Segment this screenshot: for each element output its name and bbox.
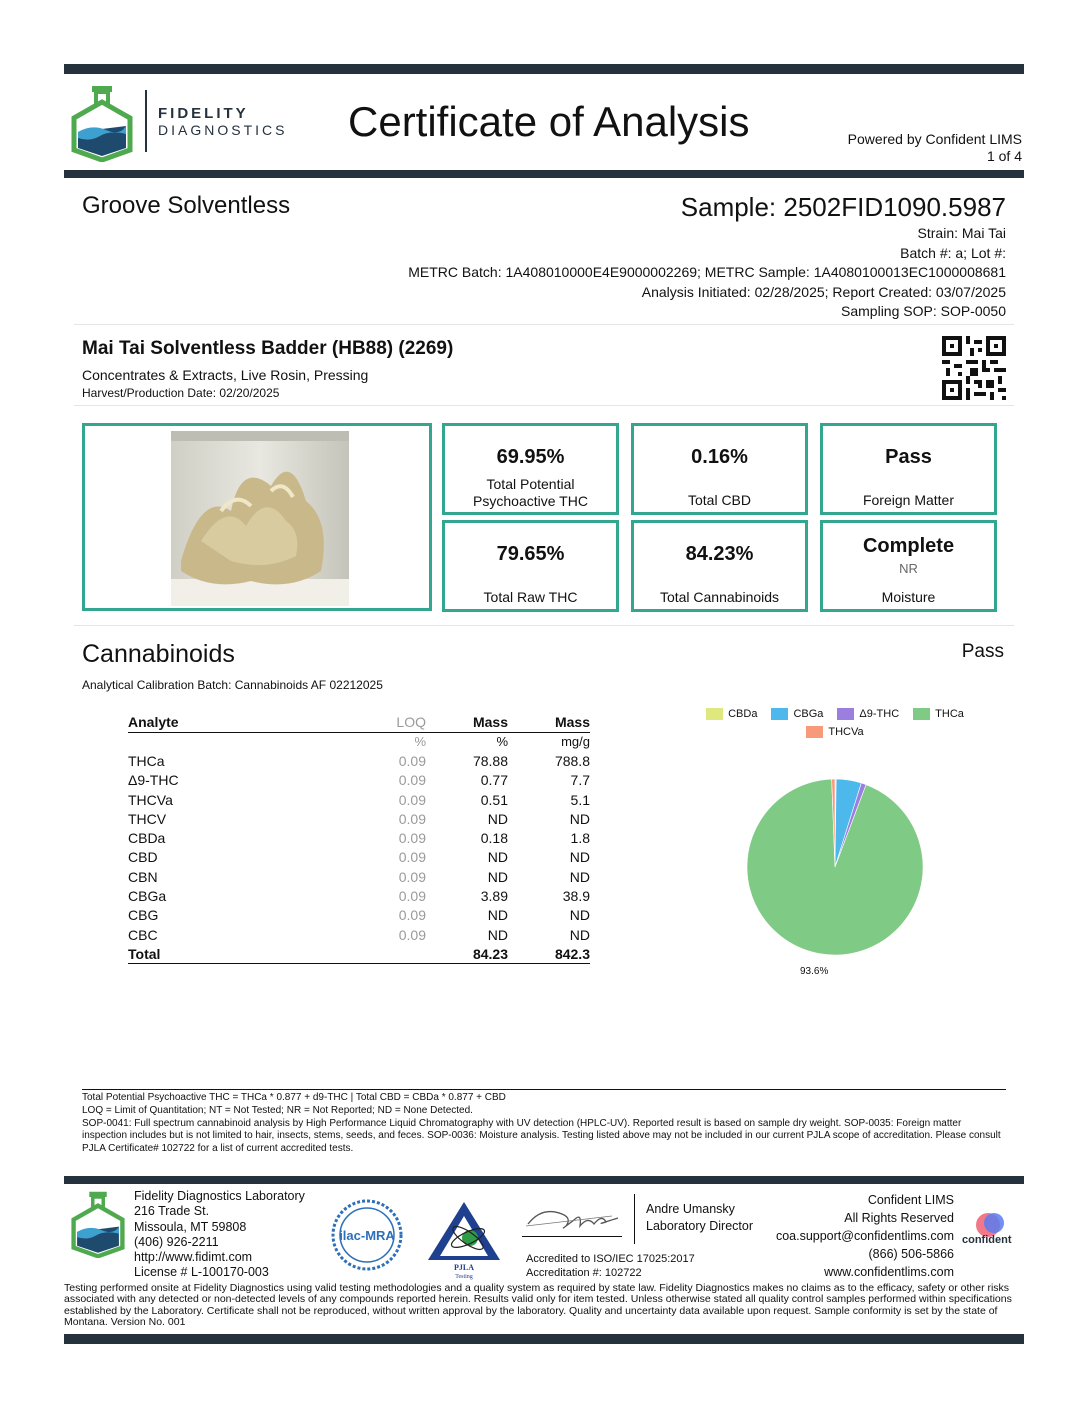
legend-item[interactable] — [706, 708, 757, 720]
moisture-sub: NR — [899, 561, 918, 576]
legend-swatch — [706, 708, 723, 720]
loq-cell: 0.09 — [398, 926, 426, 943]
analyte-cell: THCV — [128, 810, 167, 827]
sample-id: Sample: 2502FID1090.5987 — [680, 192, 1006, 222]
table-row — [128, 867, 590, 886]
analyte-cell: CBN — [128, 868, 158, 885]
logo-separator — [145, 90, 147, 152]
total-cbd-label: Total CBD — [687, 492, 752, 508]
total-cell — [298, 944, 426, 963]
loq-cell: 0.09 — [398, 752, 426, 769]
svg-text:Testing: Testing — [455, 1274, 473, 1280]
total-thc-tile — [442, 423, 619, 515]
lab-contact: Fidelity Diagnostics Laboratory 216 Trade St. Missoula, MT 59808 (406) 926-2211 http://www.fidimt.com License # L-100170-003 — [134, 1189, 305, 1280]
mass-pct-cell: ND — [487, 907, 508, 924]
loq-cell: 0.09 — [398, 849, 426, 866]
total-row — [128, 944, 590, 963]
analyte-cell: THCVa — [128, 791, 173, 808]
total-thc-value: 69.95% — [496, 446, 565, 468]
table-header-row — [128, 713, 590, 732]
footer-bar — [64, 1176, 1024, 1184]
cannabinoids-title: Cannabinoids — [82, 640, 235, 668]
loq-cell: 0.09 — [398, 772, 426, 789]
section-separator — [74, 625, 1014, 626]
units-row: % % mg/g — [414, 734, 590, 750]
mass-pct-cell: 78.88 — [472, 752, 508, 769]
legend-item[interactable] — [913, 708, 964, 720]
col-mass-pct: Mass — [426, 713, 508, 732]
table-row — [128, 771, 590, 790]
powered-by: Powered by Confident LIMS 1 of 4 — [847, 131, 1022, 164]
total-cannabinoids-tile — [631, 520, 808, 612]
mass-mg-cell: 38.9 — [562, 888, 590, 905]
harvest-date: Harvest/Production Date: 02/20/2025 — [82, 386, 280, 400]
analyte-cell: CBGa — [128, 888, 167, 905]
col-mass-mg: Mass — [508, 713, 590, 732]
table-row — [128, 751, 590, 770]
analyte-cell: THCa — [128, 752, 165, 769]
analyte-cell: CBD — [128, 849, 158, 866]
pie-legend — [690, 705, 980, 741]
loq-cell: 0.09 — [398, 868, 426, 885]
mass-mg-cell: ND — [569, 868, 590, 885]
mass-mg-cell: ND — [569, 810, 590, 827]
loq-cell: 0.09 — [398, 791, 426, 808]
legal-disclaimer: Testing performed onsite at Fidelity Diagnostics using valid testing methodologies and a quality system as required by state law. Fidelity Diagnostics makes no claims as to the efficacy, safety or other risks associated with any detected or non-detected levels of any compounds reported herein. Results valid only for item tested. Unless otherwise stated all quality control samples performed within specifications established by the Laboratory. Certificate shall not be reproduced, without written approval by the laboratory. Quality and uncertainty data available upon request. Sample conformity is set by the state of Montana. Version No. 001 — [64, 1282, 1012, 1329]
director-name: Andre Umansky — [646, 1202, 735, 1216]
legend-swatch — [913, 708, 930, 720]
mass-pct-cell: ND — [487, 810, 508, 827]
total-cell: 842.3 — [508, 944, 590, 963]
legend-swatch — [837, 708, 854, 720]
cannabinoid-table — [128, 713, 590, 964]
metrc-ids: METRC Batch: 1A408010000E4E9000002269; METRC Sample: 1A4080100013EC1000008681 — [408, 264, 1006, 280]
loq-cell: 0.09 — [398, 830, 426, 847]
analysis-dates: Analysis Initiated: 02/28/2025; Report Created: 03/07/2025 — [641, 283, 1006, 300]
raw-thc-value: 79.65% — [496, 543, 565, 565]
raw-thc-label: Total Raw THC — [483, 589, 578, 605]
legend-item[interactable] — [806, 726, 863, 738]
bottom-bar — [64, 1334, 1024, 1344]
lab-website-link[interactable]: http://www.fidimt.com — [134, 1250, 253, 1265]
mass-pct-cell: 0.51 — [480, 791, 508, 808]
moisture-tile — [820, 520, 997, 612]
confident-wordmark: confident — [962, 1234, 1012, 1246]
loq-cell: 0.09 — [398, 810, 426, 827]
total-cbd-tile — [631, 423, 808, 515]
product-category: Concentrates & Extracts, Live Rosin, Pressing — [82, 367, 369, 383]
accreditation: Accredited to ISO/IEC 17025:2017 Accreditation #: 102722 — [526, 1253, 695, 1279]
table-row — [128, 828, 590, 847]
col-loq: LOQ — [298, 713, 426, 732]
pie-slice-label: 93.6% — [800, 966, 829, 977]
loq-cell: 0.09 — [398, 907, 426, 924]
analyte-cell: CBC — [128, 926, 158, 943]
legend-label: Δ9-THC — [859, 708, 900, 720]
mass-pct-cell: ND — [487, 849, 508, 866]
raw-thc-tile — [442, 520, 619, 612]
table-row — [128, 886, 590, 905]
strain: Strain: Mai Tai — [917, 225, 1006, 241]
sampling-sop: Sampling SOP: SOP-0050 — [841, 303, 1006, 319]
flask-logo-icon — [70, 84, 134, 162]
moisture-label: Moisture — [881, 589, 936, 605]
calibration-batch: Analytical Calibration Batch: Cannabinoids AF 02212025 — [82, 678, 383, 692]
mass-pct-cell: 3.89 — [480, 888, 508, 905]
svg-text:PJLA: PJLA — [454, 1263, 474, 1272]
total-cell: 84.23 — [426, 944, 508, 963]
ilac-mra-logo-icon — [330, 1198, 404, 1272]
foreign-matter-label: Foreign Matter — [862, 492, 955, 508]
mass-mg-cell: 1.8 — [570, 830, 590, 847]
mass-pct-cell: 0.18 — [480, 830, 508, 847]
svg-text:ilac-MRA: ilac-MRA — [339, 1228, 395, 1243]
total-cbd-value: 0.16% — [691, 446, 748, 468]
note-sop: SOP-0041: Full spectrum cannabinoid analysis by High Performance Liquid Chromatography with UV detection (HPLC-UV). Reported result is based on sample dry weight. SOP-0035: Foreign matter inspection includes but is not limited to hair, insects, stems, seeds, and feces. SOP-0036: Moisture analysis. Testing listed above may not be included in our current PJLA scope of accreditation. Please consult PJLA Certificate# 102722 for a list of current accredited tests. — [82, 1117, 1001, 1155]
client-name: Groove Solventless — [82, 192, 291, 219]
moisture-value: Complete — [862, 535, 955, 557]
method-notes — [82, 1092, 1006, 1156]
legend-label: CBGa — [793, 708, 824, 720]
lims-website-link[interactable]: www.confidentlims.com — [824, 1265, 954, 1279]
pjla-testing-logo-icon — [424, 1198, 504, 1280]
cannabinoid-pie-chart — [740, 772, 930, 962]
mass-mg-cell: 788.8 — [554, 752, 590, 769]
brand-wordmark: FIDELITY DIAGNOSTICS — [158, 105, 288, 138]
table-row — [128, 906, 590, 925]
legend-swatch — [806, 726, 823, 738]
legend-label: THCVa — [828, 726, 864, 738]
total-cannabinoids-label: Total Cannabinoids — [659, 589, 780, 605]
foreign-matter-value: Pass — [885, 446, 932, 468]
mass-pct-cell: ND — [487, 868, 508, 885]
table-row — [128, 809, 590, 828]
foreign-matter-tile — [820, 423, 997, 515]
total-thc-label: Total Potential Psychoactive THC — [473, 476, 588, 509]
analyte-cell: Δ9-THC — [128, 772, 179, 789]
page-number: 1 of 4 — [986, 148, 1022, 164]
flask-logo-icon — [70, 1190, 126, 1258]
analyte-cell: CBDa — [128, 830, 166, 847]
analyte-cell: CBG — [128, 907, 159, 924]
qr-code-icon[interactable] — [942, 336, 1006, 400]
mass-mg-cell: ND — [569, 907, 590, 924]
total-cell: Total — [128, 944, 298, 963]
legend-label: THCa — [935, 708, 964, 720]
legend-item[interactable] — [837, 708, 899, 720]
col-analyte: Analyte — [128, 713, 298, 732]
signature-line — [522, 1236, 622, 1237]
batch-lot: Batch #: a; Lot #: — [900, 244, 1006, 261]
director-info — [646, 1201, 753, 1235]
signature-divider — [634, 1194, 635, 1244]
table-row — [128, 790, 590, 809]
mass-mg-cell: 5.1 — [570, 791, 590, 808]
notes-rule — [82, 1089, 1006, 1090]
top-bar — [64, 64, 1024, 74]
note-abbrev: LOQ = Limit of Quantitation; NT = Not Tested; NR = Not Reported; ND = None Detected. — [82, 1104, 473, 1116]
lims-contact: Confident LIMS All Rights Reserved coa.support@confidentlims.com (866) 506-5866 www.confidentlims.com — [775, 1193, 954, 1279]
header-divider-bar — [64, 170, 1024, 178]
director-signature — [522, 1196, 622, 1236]
support-email-link[interactable]: coa.support@confidentlims.com — [775, 1229, 954, 1243]
legend-label: CBDa — [728, 708, 758, 720]
loq-cell: 0.09 — [398, 888, 426, 905]
section-separator — [74, 405, 1014, 406]
table-row — [128, 925, 590, 944]
mass-mg-cell: ND — [569, 926, 590, 943]
table-row — [128, 848, 590, 867]
sample-photo[interactable] — [171, 431, 349, 606]
product-name: Mai Tai Solventless Badder (HB88) (2269) — [82, 338, 454, 359]
sample-meta — [408, 224, 1006, 322]
director-title: Laboratory Director — [646, 1219, 753, 1233]
document-title: Certificate of Analysis — [348, 98, 750, 145]
legend-swatch — [771, 708, 788, 720]
section-separator — [74, 324, 1014, 325]
mass-pct-cell: 0.77 — [480, 772, 508, 789]
cannabinoids-result: Pass — [961, 641, 1004, 662]
mass-mg-cell: ND — [569, 849, 590, 866]
note-formula: Total Potential Psychoactive THC = THCa * 0.877 + d9-THC | Total CBD = CBDa * 0.877 + CBD — [82, 1092, 506, 1103]
mass-pct-cell: ND — [487, 926, 508, 943]
total-cannabinoids-value: 84.23% — [685, 543, 754, 565]
sample-photo-frame — [82, 423, 432, 611]
mass-mg-cell: 7.7 — [570, 772, 590, 789]
legend-item[interactable] — [771, 708, 823, 720]
